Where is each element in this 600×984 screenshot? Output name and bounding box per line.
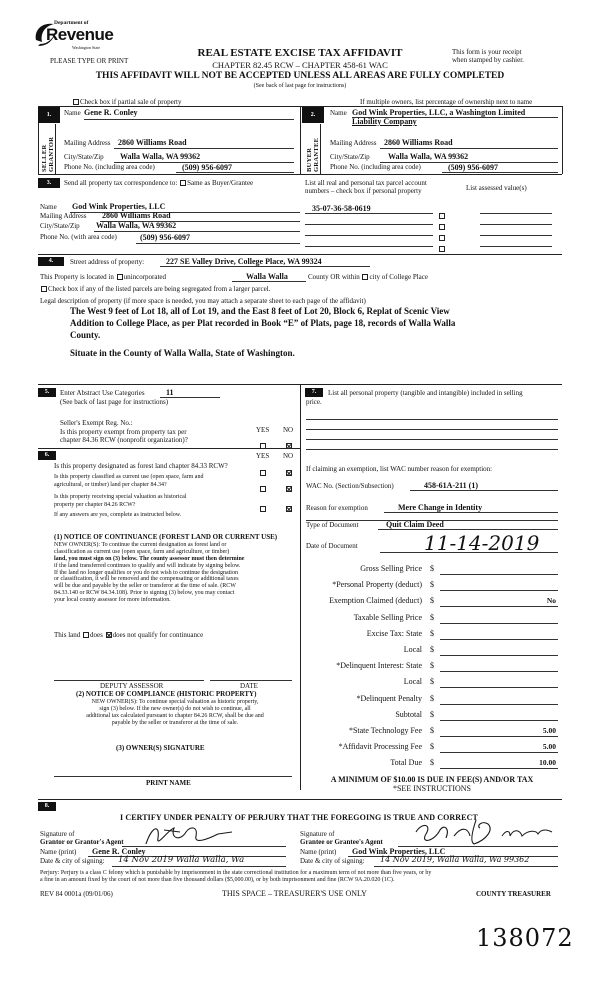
see-instructions-note: *SEE INSTRUCTIONS — [392, 784, 471, 793]
located-label: This Property is located in — [40, 273, 114, 281]
fee-row-dollar: $ — [430, 661, 434, 670]
assessor-date-label: DATE — [240, 682, 258, 690]
fee-row-underline — [440, 687, 558, 688]
seller-mailing: 2860 Williams Road — [118, 138, 187, 147]
abstract-value: 11 — [166, 388, 174, 397]
seller-phone: (509) 956-6097 — [182, 163, 232, 172]
fee-row-underline — [440, 768, 558, 769]
land-does-label: does — [90, 631, 103, 639]
notice1-line: land, you must sign on (3) below. The county assessor must then determine — [54, 555, 245, 562]
please-type-label: PLEASE TYPE OR PRINT — [50, 57, 129, 65]
reason-label: Reason for exemption — [306, 504, 368, 512]
segregated-label: Check box if any of the listed parcels are being segregated from a larger parcel. — [48, 285, 271, 293]
tax-phone: (509) 956-6097 — [140, 233, 190, 242]
notice1-line: classification as current use (open space, farm and agriculture, or timber) — [54, 548, 230, 555]
print-name-label: PRINT NAME — [146, 779, 191, 787]
same-as-buyer-label: Same as Buyer/Grantee — [187, 179, 254, 187]
buyer-grantee-label: BUYER GRANTEE — [306, 137, 320, 172]
notice1-line: or classification, it will be removed and the compensating or additional taxes — [54, 576, 239, 583]
fee-row-label: Subtotal — [395, 710, 422, 719]
parcel-label-1: List all real and personal tax parcel account — [305, 179, 427, 187]
within-label: within — [341, 273, 360, 281]
notice1-line: 84.33.140 or RCW 84.34.108). Prior to signing (3) below, you may contact — [54, 590, 235, 597]
fee-row-underline — [440, 655, 558, 656]
buyer-mailing: 2860 Williams Road — [384, 138, 453, 147]
exempt-no-header: NO — [283, 426, 294, 434]
section-3-number: 3. — [38, 178, 60, 188]
receipt-note-1: This form is your receipt — [452, 48, 522, 56]
section-4-number: 4. — [38, 257, 64, 266]
grantor-name: Gene R. Conley — [92, 847, 146, 856]
current-use-no-checkbox[interactable] — [285, 478, 293, 496]
multiple-owners-note: If multiple owners, list percentage of ownership next to name — [360, 98, 533, 106]
form-revision: REV 84 0001a (09/01/06) — [40, 890, 113, 898]
buyer-name-line-1: God Wink Properties, LLC, a Washington Limited — [352, 108, 526, 117]
section-5-number: 5. — [38, 388, 56, 397]
personal-property-label-1: List all personal property (tangible and intangible) included in selling — [328, 389, 523, 397]
fee-row-underline — [440, 606, 558, 607]
notice-continuance-body — [54, 542, 298, 604]
notice2-line: NEW OWNER(S): To continue special valuation as historic property, — [91, 699, 259, 705]
grantee-name-label: Name (print) — [300, 848, 337, 856]
legal-line-4: Situate in the County of Walla Walla, State of Washington. — [70, 348, 295, 358]
buyer-city: Walla Walla, WA 99362 — [388, 152, 469, 161]
tax-mailing: 2860 Williams Road — [102, 211, 171, 220]
personal-property-label-2: price. — [306, 398, 322, 406]
parcel-label-2: numbers – check box if personal property — [305, 187, 422, 195]
fee-row-label: Excise Tax: State — [366, 629, 422, 638]
tax-city-label: City/State/Zip — [40, 222, 80, 230]
buyer-city-label: City/State/Zip — [330, 153, 370, 161]
land-does-not-label: does not qualify for continuance — [112, 631, 204, 639]
buyer-phone: (509) 956-6097 — [448, 163, 498, 172]
grantee-date-label: Date & city of signing: — [300, 857, 365, 865]
fee-row-dollar: $ — [430, 580, 434, 589]
fee-row-underline — [440, 720, 558, 721]
forest-land-question: Is this property designated as forest land chapter 84.33 RCW? — [54, 462, 228, 470]
dor-logo — [32, 18, 122, 52]
fee-row-dollar: $ — [430, 629, 434, 638]
section-6-number: 6. — [38, 451, 56, 460]
fee-row-dollar: $ — [430, 645, 434, 654]
fee-row-underline — [440, 704, 558, 705]
grantor-name-label: Name (print) — [40, 848, 77, 856]
fee-row-label: Total Due — [390, 758, 422, 767]
fee-row-label: Local — [403, 677, 422, 686]
notice-compliance-body — [50, 699, 300, 727]
fee-row-underline — [440, 671, 558, 672]
buyer-phone-label: Phone No. (including area code) — [330, 163, 421, 171]
minimum-fee-note: A MINIMUM OF $10.00 IS DUE IN FEE(S) AND/OR TAX — [330, 775, 534, 784]
abstract-note: (See back of last page for instructions) — [60, 398, 169, 406]
seller-city-label: City/State/Zip — [64, 153, 104, 161]
fee-row-dollar: $ — [430, 613, 434, 622]
fee-row-label: Taxable Selling Price — [353, 613, 422, 622]
fee-row-dollar: $ — [430, 710, 434, 719]
abstract-label: Enter Abstract Use Categories — [60, 389, 145, 397]
fee-row-dollar: $ — [430, 677, 434, 686]
see-back-note: (See back of last page for instructions) — [253, 83, 347, 89]
perjury-line-2: a fine in an amount fixed by the court of not more than five thousand dollars ($5,000.00), or by both imprisonment and fine (RCW 9A.20.020 (1C). — [40, 876, 395, 883]
historic-question-1: Is this property receiving special valuation as historical — [54, 494, 187, 500]
section-7-number: 7. — [305, 388, 323, 397]
s6-yes-header: YES — [256, 452, 270, 460]
assessed-value-label: List assessed value(s) — [466, 184, 527, 192]
county-name: Walla Walla — [246, 272, 288, 281]
stamp-number-handwritten: 138072 — [476, 924, 574, 952]
section-1-number: 1. — [38, 107, 60, 123]
notice-continuance-title: (1) NOTICE OF CONTINUANCE (FOREST LAND OR CURRENT USE) — [54, 533, 278, 541]
exempt-no-checkbox[interactable] — [285, 435, 293, 453]
warning-banner: THIS AFFIDAVIT WILL NOT BE ACCEPTED UNLESS ALL AREAS ARE FULLY COMPLETED — [95, 71, 505, 81]
seller-phone-label: Phone No. (including area code) — [64, 163, 155, 171]
receipt-note-2: when stamped by cashier. — [452, 56, 524, 64]
current-use-yes-checkbox[interactable] — [259, 478, 267, 496]
document-date-label: Date of Document — [306, 542, 358, 550]
logo-top-text: Department of — [54, 20, 89, 26]
fee-row-underline — [440, 752, 558, 753]
unincorporated-label: unincorporated — [123, 273, 167, 281]
county-or-row — [308, 273, 428, 281]
logo-main-text: Revenue — [46, 25, 114, 44]
notice1-line: if the land transferred continues to qualify and will indicate by signing below. — [54, 562, 241, 569]
grantor-date-label: Date & city of signing: — [40, 857, 105, 865]
s6-no-header: NO — [283, 452, 294, 460]
fee-row-underline — [440, 590, 558, 591]
fee-row-dollar: $ — [430, 742, 434, 751]
tax-name: God Wink Properties, LLC — [72, 202, 166, 211]
section-2-number: 2. — [302, 107, 324, 123]
same-as-buyer-checkbox[interactable] — [180, 180, 186, 186]
grantor-date-city: 14 Nov 2019 Walla Walla, Wa — [118, 855, 245, 865]
street-label: Street address of property: — [70, 258, 145, 266]
current-use-question-2: agricultural, or timber) land per chapter 84.34? — [54, 482, 167, 488]
historic-yes-checkbox[interactable] — [259, 498, 267, 516]
historic-question-2: property per chapter 84.26 RCW? — [54, 502, 136, 508]
legal-line-2: Addition to College Place, as per Plat recorded in Book “E” of Plats, page 18, records of Walla Walla — [70, 318, 456, 328]
land-qualify-row — [54, 631, 203, 639]
certify-statement: I CERTIFY UNDER PENALTY OF PERJURY THAT THE FOREGOING IS TRUE AND CORRECT — [120, 813, 478, 822]
exempt-yes-checkbox[interactable] — [259, 435, 267, 453]
buyer-mailing-label: Mailing Address — [330, 139, 377, 147]
fee-row-value[interactable]: 10.00 — [539, 758, 556, 767]
seller-name: Gene R. Conley — [84, 108, 138, 117]
notice1-line: If the land no longer qualifies or you do not wish to continue the designation — [54, 569, 238, 576]
fee-row-label: Exemption Claimed (deduct) — [329, 596, 422, 605]
notice2-line: sign (3) below. If the new owner(s) do not wish to continue, all — [99, 705, 251, 712]
owner-signature-label: (3) OWNER(S) SIGNATURE — [116, 744, 205, 752]
grantor-sig-label-1: Signature of — [40, 830, 75, 838]
perjury-notice — [40, 870, 564, 884]
partial-sale-checkbox[interactable] — [73, 99, 79, 105]
legal-line-3: County. — [70, 330, 101, 340]
city-of-label: city of College Place — [369, 273, 428, 281]
fee-row-label: *State Technology Fee — [348, 726, 422, 735]
unincorporated-checkbox[interactable] — [117, 274, 123, 280]
fee-row-label: *Delinquent Penalty — [356, 694, 422, 703]
grantee-date-city: 14 Nov 2019, Walla Walla, Wa 99362 — [380, 855, 530, 864]
perjury-line-1: Perjury: Perjury is a class C felony which is punishable by imprisonment in the state correctional institution for a maximum term of not more than five years, or by — [40, 870, 432, 876]
tax-mailing-label: Mailing Address — [40, 212, 87, 220]
located-row — [40, 273, 166, 281]
fee-row-underline — [440, 574, 558, 575]
answers-yes-note: If any answers are yes, complete as instructed below. — [54, 512, 182, 518]
document-type: Quit Claim Deed — [386, 520, 444, 529]
land-does-not-checkbox[interactable] — [106, 632, 112, 638]
exempt-reg-label: Seller's Exempt Reg. No.: — [60, 419, 133, 427]
land-does-checkbox[interactable] — [83, 632, 89, 638]
wac-number: 458-61A-211 (1) — [424, 481, 478, 490]
fee-row-value[interactable]: 5.00 — [542, 726, 556, 735]
notice1-line: NEW OWNER(S): To continue the current designation as forest land or — [54, 542, 227, 548]
seller-grantor-label: SELLER GRANTOR — [41, 136, 55, 172]
county-treasurer-label: COUNTY TREASURER — [476, 890, 551, 898]
legal-line-1: The West 9 feet of Lot 18, all of Lot 19, and the East 8 feet of Lot 20, Block 6, Replat of Scenic View — [70, 306, 450, 316]
fee-row-label: *Delinquent Interest: State — [336, 661, 422, 670]
street-address: 227 SE Valley Drive, College Place, WA 99324 — [166, 257, 322, 266]
wac-number-label: WAC No. (Section/Subsection) — [306, 482, 394, 490]
within-city-checkbox[interactable] — [362, 274, 368, 280]
fee-row-label: Gross Selling Price — [360, 564, 422, 573]
logo-sub-text: Washington State — [72, 45, 101, 50]
form-title: REAL ESTATE EXCISE TAX AFFIDAVIT — [197, 47, 403, 59]
grantee-sig-label-1: Signature of — [300, 830, 335, 838]
grantor-sig-label-2: Grantor or Grantor's Agent — [40, 838, 124, 846]
notice-compliance-title: (2) NOTICE OF COMPLIANCE (HISTORIC PROPERTY) — [76, 690, 257, 698]
tax-phone-label: Phone No. (with area code) — [40, 233, 117, 241]
send-correspondence-label: Send all property tax correspondence to: — [64, 179, 178, 187]
buyer-name-label: Name — [330, 109, 347, 117]
notice1-line: your local county assessor for more information. — [54, 597, 171, 604]
fee-row-underline — [440, 736, 558, 737]
seller-mailing-label: Mailing Address — [64, 139, 111, 147]
grantee-sig-label-2: Grantee or Grantee's Agent — [300, 838, 383, 846]
grantee-signature — [410, 816, 560, 848]
fee-row-dollar: $ — [430, 726, 434, 735]
fee-row-value[interactable]: 5.00 — [542, 742, 556, 751]
buyer-name-line-2: Liability Company — [352, 117, 417, 126]
fee-row-dollar: $ — [430, 596, 434, 605]
segregated-row — [40, 285, 270, 293]
county-or-label: County OR — [308, 273, 341, 281]
exempt-yes-header: YES — [256, 426, 270, 434]
exemption-wac-label: If claiming an exemption, list WAC number reason for exemption: — [306, 465, 493, 473]
partial-sale-label: Check box if partial sale of property — [80, 98, 182, 106]
segregated-checkbox[interactable] — [41, 286, 47, 292]
fee-row-label: *Personal Property (deduct) — [332, 580, 422, 589]
fee-row-label: *Affidavit Processing Fee — [338, 742, 422, 751]
tax-city: Walla Walla, WA 99362 — [96, 221, 177, 230]
seller-name-label: Name — [64, 109, 81, 117]
current-use-question-1: Is this property classified as current use (open space, farm and — [54, 474, 204, 480]
fee-row-value[interactable]: No — [546, 596, 556, 605]
fee-row-underline — [440, 639, 558, 640]
section-8-number: 8. — [38, 802, 56, 811]
seller-city: Walla Walla, WA 99362 — [120, 152, 201, 161]
reason-value: Mere Change in Identity — [398, 503, 483, 512]
fee-row-underline — [440, 623, 558, 624]
parcel-number: 35-07-36-58-0619 — [312, 204, 371, 213]
exempt-q-line-1: Is this property exempt from property tax per — [60, 428, 187, 436]
document-date-handwritten: 11-14-2019 — [424, 531, 540, 555]
document-type-label: Type of Document — [306, 521, 359, 529]
land-label: This land — [54, 631, 81, 639]
fee-row-dollar: $ — [430, 758, 434, 767]
form-chapter: CHAPTER 82.45 RCW – CHAPTER 458-61 WAC — [212, 60, 388, 70]
fee-row-dollar: $ — [430, 694, 434, 703]
deputy-assessor-label: DEPUTY ASSESSOR — [100, 682, 164, 690]
grantee-name: God Wink Properties, LLC — [352, 847, 446, 856]
tax-name-label: Name — [40, 203, 57, 211]
notice2-line: additional tax calculated pursuant to chapter 84.26 RCW, shall be due and — [86, 712, 264, 719]
exempt-q-line-2: chapter 84.36 RCW (nonprofit organization)? — [60, 436, 188, 444]
historic-no-checkbox[interactable] — [285, 498, 293, 516]
fee-row-dollar: $ — [430, 564, 434, 573]
notice2-line: payable by the seller or transferor at the time of sale. — [111, 719, 239, 726]
fee-row-label: Local — [403, 645, 422, 654]
legal-description-label: Legal description of property (if more space is needed, you may attach a separate sheet to each page of the affidavit) — [40, 297, 366, 305]
send-correspondence-row — [64, 179, 253, 187]
notice1-line: will be due and payable by the seller or transferor at the time of sale. (RCW — [54, 583, 236, 590]
partial-sale-row — [72, 98, 181, 106]
treasurer-use-only: THIS SPACE – TREASURER'S USE ONLY — [222, 889, 367, 898]
